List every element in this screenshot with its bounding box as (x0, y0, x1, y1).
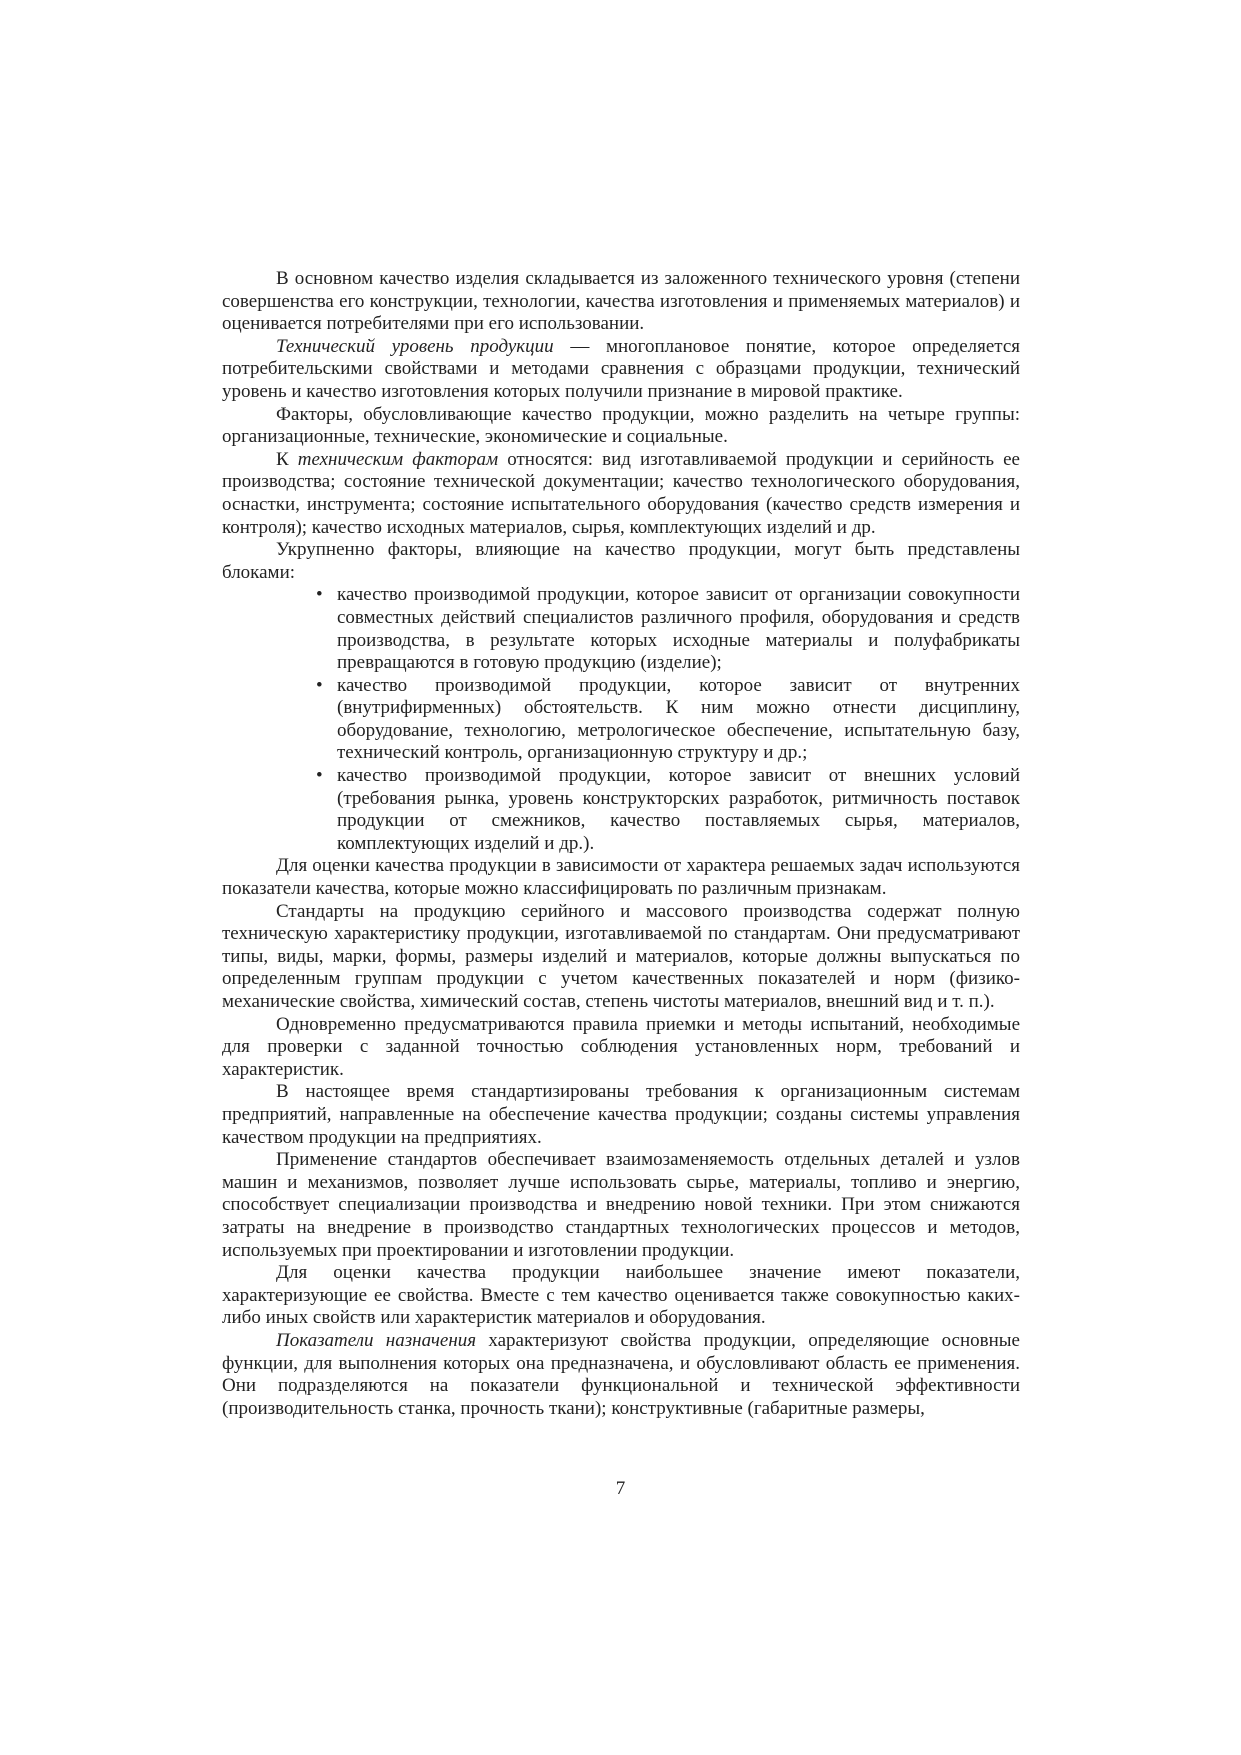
paragraph-property-indicators: Для оценки качества продукции наибольшее значение имеют показатели, характеризующие ее свойства. Вместе с тем качество оценивается также совокупностью каких-либо иных свойств или характеристик материалов и оборудования. (222, 1262, 1020, 1329)
paragraph-acceptance-rules: Одновременно предусматриваются правила приемки и методы испытаний, необходимые для проверки с заданной точностью соблюдения установленных норм, требований и характеристик. (222, 1013, 1020, 1080)
page-number: 7 (615, 1478, 626, 1499)
paragraph-prefix: К (276, 448, 298, 470)
paragraph-text: относятся: вид изготавливаемой продукции и серийность ее производства; состояние технической документации; качество технологического оборудования, оснастки, инструмента; состояние испытательного оборудования (качество средств измерения и контроля); качество исходных материалов, сырья, комплектующих изделий и др. (222, 448, 1020, 538)
bullet-icon: • (316, 765, 323, 787)
paragraph-factor-blocks: Укрупненно факторы, влияющие на качество продукции, могут быть представлены блоками: (222, 539, 1020, 583)
paragraph-purpose-indicators (222, 1330, 1020, 1420)
list-item-text: качество производимой продукции, которое зависит от организации совокупности совместных действий специалистов различного профиля, оборудования и средств производства, в результате которых исходные материалы и полуфабрикаты превращаются в готовую продукцию (изделие); (337, 584, 1020, 674)
term-purpose-indicators: Показатели назначения (276, 1329, 477, 1351)
list-item (312, 675, 1020, 765)
paragraph-standards: Стандарты на продукцию серийного и массового производства содержат полную техническую характеристику продукции, изготавливаемой по стандартам. Они предусматривают типы, виды, марки, формы, размеры изделий и материалов, которые должны выпускаться по определенным группам продукции с учетом качественных показателей и норм (физико-механические свойства, химический состав, степень чистоты материалов, внешний вид и т. п.). (222, 900, 1020, 1012)
bullet-icon: • (316, 674, 323, 696)
page-body (222, 268, 1020, 1420)
paragraph-standards-application: Применение стандартов обеспечивает взаимозаменяемость отдельных деталей и узлов машин и механизмов, позволяет лучше использовать сырье, материалы, топливо и энергию, способствует специализации производства и внедрению новой техники. При этом снижаются затраты на внедрение в производство стандартных технологических процессов и методов, используемых при проектировании и изготовлении продукции. (222, 1149, 1020, 1261)
factor-blocks-list (222, 584, 1020, 855)
paragraph-organizational-systems: В настоящее время стандартизированы требования к организационным системам предприятий, направленные на обеспечение качества продукции; созданы системы управления качеством продукции на предприятиях. (222, 1081, 1020, 1148)
term-technical-level: Технический уровень продукции (276, 335, 554, 357)
paragraph-quality-composition: В основном качество изделия складывается из заложенного технического уровня (степени совершенства его конструкции, технологии, качества изготовления и применяемых материалов) и оценивается потребителями при его использовании. (222, 268, 1020, 335)
list-item-text: качество производимой продукции, которое зависит от внутренних (внутрифирменных) обстоятельств. К ним можно отнести дисциплину, оборудование, технологию, метрологическое обеспечение, испытательную базу, технический контроль, организационную структуру и др.; (337, 674, 1020, 764)
term-technical-factors: техническим факторам (297, 448, 499, 470)
paragraph-factor-groups: Факторы, обусловливающие качество продукции, можно разделить на четыре группы: организационные, технические, экономические и социальные. (222, 403, 1020, 448)
paragraph-text: — многоплановое понятие, которое определяется потребительскими свойствами и методами сравнения с образцами продукции, технический уровень и качество изготовления которых получили признание в мировой практике. (222, 335, 1020, 402)
paragraph-quality-indicators: Для оценки качества продукции в зависимости от характера решаемых задач используются показатели качества, которые можно классифицировать по различным признакам. (222, 855, 1020, 900)
paragraph-technical-factors (222, 449, 1020, 539)
paragraph-technical-level (222, 336, 1020, 404)
list-item-text: качество производимой продукции, которое зависит от внешних условий (требования рынка, уровень конструкторских разработок, ритмичность поставок продукции от смежников, качество поставляемых сырья, материалов, комплектующих изделий и др.). (337, 765, 1020, 854)
paragraph-text: характеризуют свойства продукции, определяющие основные функции, для выполнения которых она предназначена, и обусловливают область ее применения. Они подразделяются на показатели функциональной и технической эффективности (производительность станка, прочность ткани); конструктивные (габаритные размеры, (222, 1329, 1020, 1419)
bullet-icon: • (316, 584, 323, 606)
list-item (312, 765, 1020, 855)
list-item (312, 584, 1020, 674)
